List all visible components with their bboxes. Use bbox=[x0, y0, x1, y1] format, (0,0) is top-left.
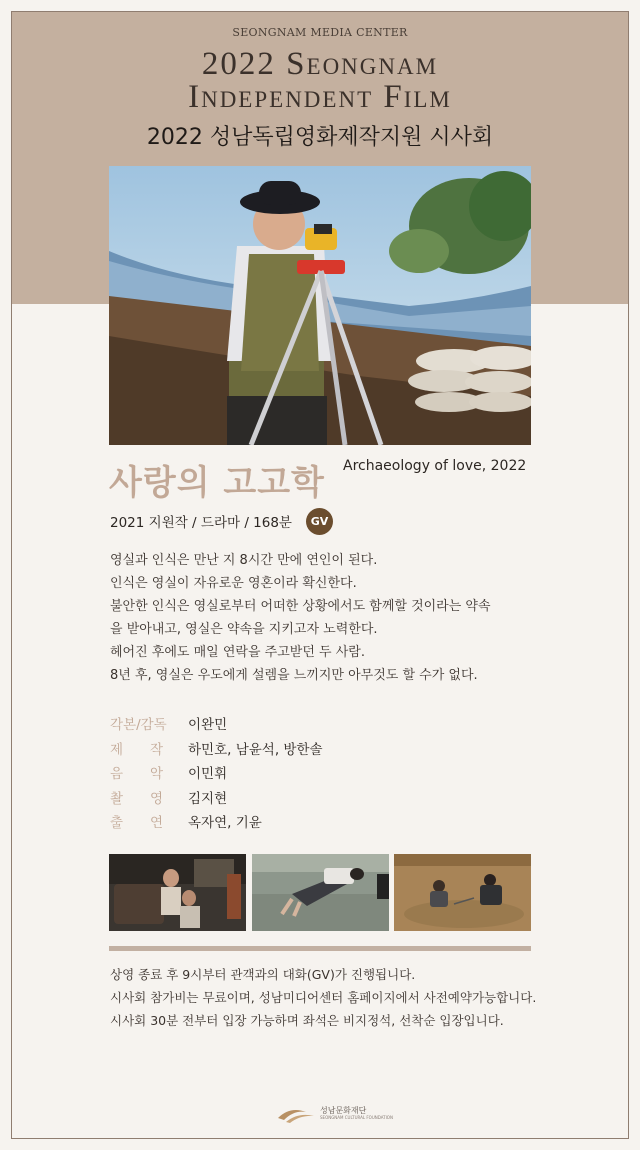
logo-text bbox=[320, 1106, 393, 1120]
gv-badge: GV bbox=[306, 508, 333, 535]
footer-logo bbox=[276, 1102, 393, 1124]
credit-name: 이완민 bbox=[188, 717, 228, 733]
credit-row bbox=[110, 811, 323, 836]
event-title-en bbox=[0, 48, 640, 114]
logo-name-ko: 성남문화재단 bbox=[320, 1106, 367, 1115]
film-title-ko: 사랑의 고고학 bbox=[109, 463, 325, 503]
foundation-logo-icon bbox=[276, 1102, 316, 1124]
credit-role: 제 작 bbox=[110, 741, 164, 758]
synopsis-line: 을 받아내고, 영실은 약속을 지키고자 노력한다. bbox=[110, 622, 378, 637]
film-meta: 2021 지원작 / 드라마 / 168분 bbox=[110, 515, 292, 531]
synopsis-line: 불안한 인식은 영실로부터 어떠한 상황에서도 함께할 것이라는 약속 bbox=[110, 599, 491, 614]
logo-name-en: SEONGNAM CULTURAL FOUNDATION bbox=[320, 1115, 393, 1120]
org-name: SEONGNAM MEDIA CENTER bbox=[232, 26, 408, 39]
credit-row bbox=[110, 762, 323, 787]
film-title-en: Archaeology of love, 2022 bbox=[343, 458, 527, 474]
event-title-ko: 2022 성남독립영화제작지원 시사회 bbox=[146, 125, 494, 150]
synopsis-line: 헤어진 후에도 매일 연락을 주고받던 두 사람. bbox=[110, 645, 365, 660]
film-still-3 bbox=[394, 854, 531, 931]
credits-list bbox=[110, 713, 323, 836]
credit-role: 각본/감독 bbox=[110, 717, 167, 733]
credit-name: 옥자연, 기윤 bbox=[188, 815, 262, 831]
film-still-1 bbox=[109, 854, 246, 931]
credit-row bbox=[110, 713, 323, 738]
notice bbox=[110, 963, 536, 1032]
credit-role: 음 악 bbox=[110, 766, 164, 782]
synopsis-line: 영실과 인식은 만난 지 8시간 만에 연인이 된다. bbox=[110, 553, 378, 568]
film-stills bbox=[109, 854, 531, 931]
event-title-en-line1: 2022 Seongnam bbox=[201, 46, 439, 82]
credit-role: 촬 영 bbox=[110, 790, 164, 807]
notice-line: 시사회 참가비는 무료이며, 성남미디어센터 홈페이지에서 사전예약가능합니다. bbox=[110, 990, 537, 1005]
notice-line: 상영 종료 후 9시부터 관객과의 대화(GV)가 진행됩니다. bbox=[110, 967, 416, 982]
synopsis bbox=[110, 549, 530, 687]
credit-row bbox=[110, 787, 323, 812]
film-still-2 bbox=[252, 854, 389, 931]
film-still-main bbox=[109, 166, 531, 445]
divider bbox=[109, 946, 531, 951]
event-title-en-line2: Independent Film bbox=[188, 79, 452, 115]
synopsis-line: 인식은 영실이 자유로운 영혼이라 확신한다. bbox=[110, 576, 357, 591]
credit-name: 김지현 bbox=[188, 790, 228, 807]
synopsis-line: 8년 후, 영실은 우도에게 설렘을 느끼지만 아무것도 할 수가 없다. bbox=[110, 668, 478, 683]
credit-name: 하민호, 남윤석, 방한솔 bbox=[188, 741, 323, 758]
credit-name: 이민휘 bbox=[188, 766, 228, 782]
credit-row bbox=[110, 738, 323, 763]
credit-role: 출 연 bbox=[110, 815, 164, 831]
notice-line: 시사회 30분 전부터 입장 가능하며 좌석은 비지정석, 선착순 입장입니다. bbox=[110, 1013, 504, 1028]
